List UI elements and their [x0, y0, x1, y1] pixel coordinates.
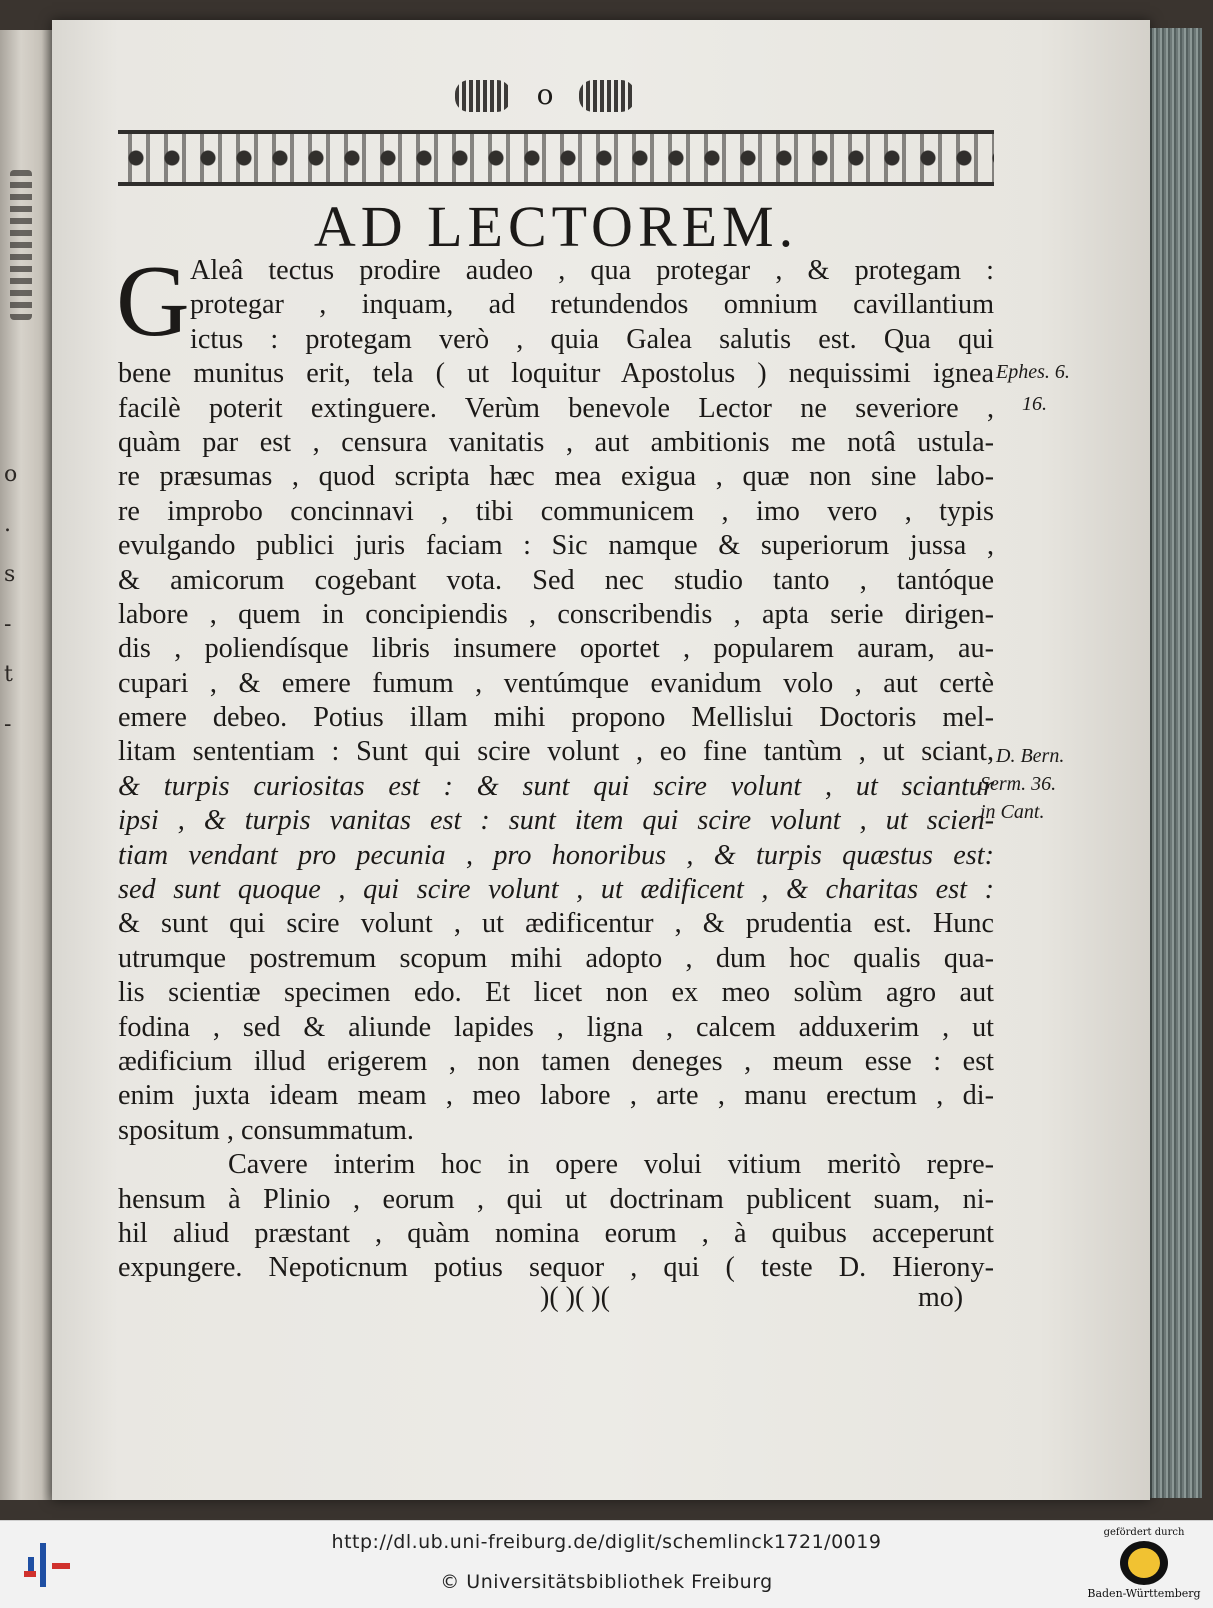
text-line-italic: & turpis curiositas est : & sunt qui scire volunt , ut sciantur: [118, 770, 994, 802]
state-seal-icon: [1120, 1541, 1168, 1585]
margin-note-ephes: Ephes. 6.: [996, 361, 1070, 383]
margin-note-ephes-verse: 16.: [1022, 393, 1047, 415]
sponsor-caption: gefördert durch: [1103, 1527, 1185, 1538]
decorative-band: [118, 130, 994, 186]
ornament-right-block: [579, 80, 635, 112]
text-line: hil aliud præstant , quàm nomina eorum , à quibus acceperunt: [118, 1217, 994, 1249]
text-line: Cavere interim hoc in opere volui vitium meritò repre-: [228, 1149, 994, 1181]
text-line: fodina , sed & aliunde lapides , ligna , calcem adduxerim , ut: [118, 1011, 994, 1043]
text-line-italic: ipsi , & turpis vanitas est : sunt item qui scire volunt , ut scien-: [118, 805, 994, 837]
text-line: Aleâ tectus prodire audeo , qua protegar , & protegam :: [190, 255, 994, 286]
text-line: labore , quem in concipiendis , conscribendis , apta serie dirigen-: [118, 598, 994, 630]
text-line: expungere. Nepoticnum potius sequor , qui ( teste D. Hierony-: [118, 1252, 994, 1284]
left-page-fragments: o . s - t -: [4, 462, 18, 737]
sponsor-block: [1084, 1527, 1204, 1607]
text-line: emere debeo. Potius illam mihi propono Mellislui Doctoris mel-: [118, 702, 994, 734]
text-line: cupari , & emere fumum , ventúmque evanidum volo , aut certè: [118, 667, 994, 699]
text-line: hensum à Plinio , eorum , qui ut doctrinam publicent suam, ni-: [118, 1183, 994, 1215]
text-line: ædificium illud erigerem , non tamen deneges , meum esse : est: [118, 1045, 994, 1077]
header-ornament: [455, 72, 635, 120]
text-line: & amicorum cogebant vota. Sed nec studio tanto , tantóque: [118, 564, 994, 596]
text-line: spositum , consummatum.: [118, 1114, 414, 1146]
text-line: ictus : protegam verò , quia Galea salutis est. Qua qui: [190, 323, 994, 355]
left-page-ornament: [10, 170, 32, 320]
margin-note-cant: in Cant.: [980, 801, 1045, 823]
drop-capital: G: [116, 245, 190, 358]
margin-note-serm: Serm. 36.: [980, 773, 1057, 795]
text-line: evulgando publici juris faciam : Sic namque & superiorum jussa ,: [118, 530, 994, 562]
page-edges: [1150, 28, 1202, 1498]
permalink-url[interactable]: http://dl.ub.uni-freiburg.de/diglit/schemlinck1721/0019: [331, 1531, 882, 1553]
text-line: re improbo concinnavi , tibi communicem , imo vero , typis: [118, 495, 994, 527]
text-line: dis , poliendísque libris insumere oportet , popularem auram, au-: [118, 633, 994, 665]
left-facing-page: [0, 30, 52, 1500]
signature-mark: )( )( )(: [540, 1282, 610, 1313]
catchword: mo): [918, 1282, 964, 1313]
copyright-text: © Universitätsbibliothek Freiburg: [440, 1571, 773, 1593]
text-line: enim juxta ideam meam , meo labore , arte , manu erectum , di-: [118, 1080, 994, 1112]
text-line: quàm par est , censura vanitatis , aut ambitionis me notâ ustula-: [118, 426, 994, 458]
text-line: facilè poterit extinguere. Verùm benevole Lector ne severiore ,: [118, 392, 994, 424]
text-line: & sunt qui scire volunt , ut ædificentur , & prudentia est. Hunc: [118, 908, 994, 940]
ornament-center: o: [536, 78, 554, 111]
text-line: lis scientiæ specimen edo. Et licet non ex meo solùm agro aut: [118, 977, 994, 1009]
ornament-left-block: [455, 80, 511, 112]
text-line: bene munitus erit, tela ( ut loquitur Apostolus ) nequissimi ignea: [118, 358, 994, 390]
text-line: litam sententiam : Sunt qui scire volunt , eo fine tantùm , ut sciant,: [118, 736, 994, 768]
sponsor-name: Baden-Württemberg: [1087, 1587, 1201, 1600]
text-line-italic: tiam vendant pro pecunia , pro honoribus , & turpis quæstus est:: [118, 839, 994, 871]
text-line-italic: sed sunt quoque , qui scire volunt , ut ædificent , & charitas est :: [118, 874, 994, 906]
text-line: protegar , inquam, ad retundendos omnium cavillantium: [190, 289, 994, 321]
body-text: [116, 245, 994, 1286]
footer-bar: [0, 1520, 1213, 1608]
page-title: AD LECTOREM.: [313, 194, 799, 259]
text-line: utrumque postremum scopum mihi adopto , dum hoc qualis qua-: [118, 942, 994, 974]
text-line: re præsumas , quod scripta hæc mea exigua , quæ non sine labo-: [118, 461, 994, 493]
margin-note-bern: D. Bern.: [996, 745, 1065, 767]
